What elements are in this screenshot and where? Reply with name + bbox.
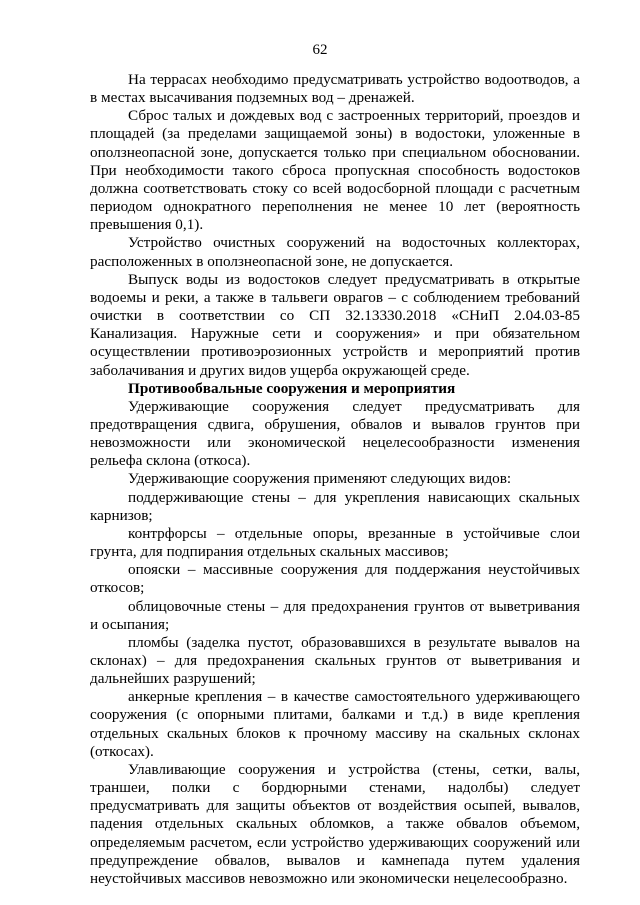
page-body bbox=[90, 71, 580, 888]
body-paragraph: анкерные крепления – в качестве самостоятельного удерживающего сооружения (с опорными плитами, балками и т.д.) в виде крепления отдельных скальных блоков к прочному массиву на скальных склонах (откосах). bbox=[90, 688, 580, 760]
page-number: 62 bbox=[312, 42, 328, 58]
body-paragraph: контрфорсы – отдельные опоры, врезанные в устойчивые слои грунта, для подпирания отдельных скальных массивов; bbox=[90, 524, 580, 561]
body-paragraph: пломбы (заделка пустот, образовавшихся в результате вывалов на склонах) – для предохранения скальных грунтов от выветривания и дальнейших разрушений; bbox=[90, 633, 580, 688]
body-paragraph: Удерживающие сооружения применяют следующих видов: bbox=[128, 470, 512, 488]
body-paragraph: Удерживающие сооружения следует предусматривать для предотвращения сдвига, обрушения, обвалов и вывалов грунтов при невозможности или экономической нецелесообразности изменения рельефа склона (откоса). bbox=[90, 397, 580, 470]
body-paragraph: Улавливающие сооружения и устройства (стены, сетки, валы, траншеи, полки с бордюрными стенами, надолбы) следует предусматривать для защиты объектов от воздействия осыпей, вывалов, падения отдельных скальных обломков, а также обвалов объемом, определяемым расчетом, если устройство удерживающих сооружений или предупреждение обвалов, вывалов и камнепада путем удаления неустойчивых массивов невозможно или экономически нецелесообразно. bbox=[90, 760, 580, 887]
section-heading: Противообвальные сооружения и мероприятия bbox=[128, 379, 456, 397]
body-paragraph: опояски – массивные сооружения для поддержания неустойчивых откосов; bbox=[90, 561, 580, 597]
body-paragraph: Сброс талых и дождевых вод с застроенных территорий, проездов и площадей (за пределами защищаемой зоны) в водостоки, уложенные в оползнеопасной зоне, допускается только при специальном обосновании. При необходимости такого сброса пропускная способность водостоков должна соответствовать стоку со всей водосборной площади с расчетным периодом однократного переполнения не менее 10 лет (вероятность превышения 0,1). bbox=[90, 107, 580, 234]
body-paragraph: Устройство очистных сооружений на водосточных коллекторах, расположенных в оползнеопасной зоне, не допускается. bbox=[90, 234, 580, 270]
body-paragraph: поддерживающие стены – для укрепления нависающих скальных карнизов; bbox=[90, 488, 580, 524]
body-paragraph: Выпуск воды из водостоков следует предусматривать в открытые водоемы и реки, а также в тальвеги оврагов – с соблюдением требований очистки в соответствии со СП 32.13330.2018 «СНиП 2.04.03-85 Канализация. Наружные сети и сооружения» и при обязательном осуществлении противоэрозионных устройств и мероприятий против заболачивания и других видов ущерба окружающей среде. bbox=[90, 270, 580, 379]
body-paragraph: На террасах необходимо предусматривать устройство водоотводов, а в местах высачивания подземных вод – дренажей. bbox=[90, 71, 580, 107]
body-paragraph: облицовочные стены – для предохранения грунтов от выветривания и осыпания; bbox=[90, 597, 580, 633]
